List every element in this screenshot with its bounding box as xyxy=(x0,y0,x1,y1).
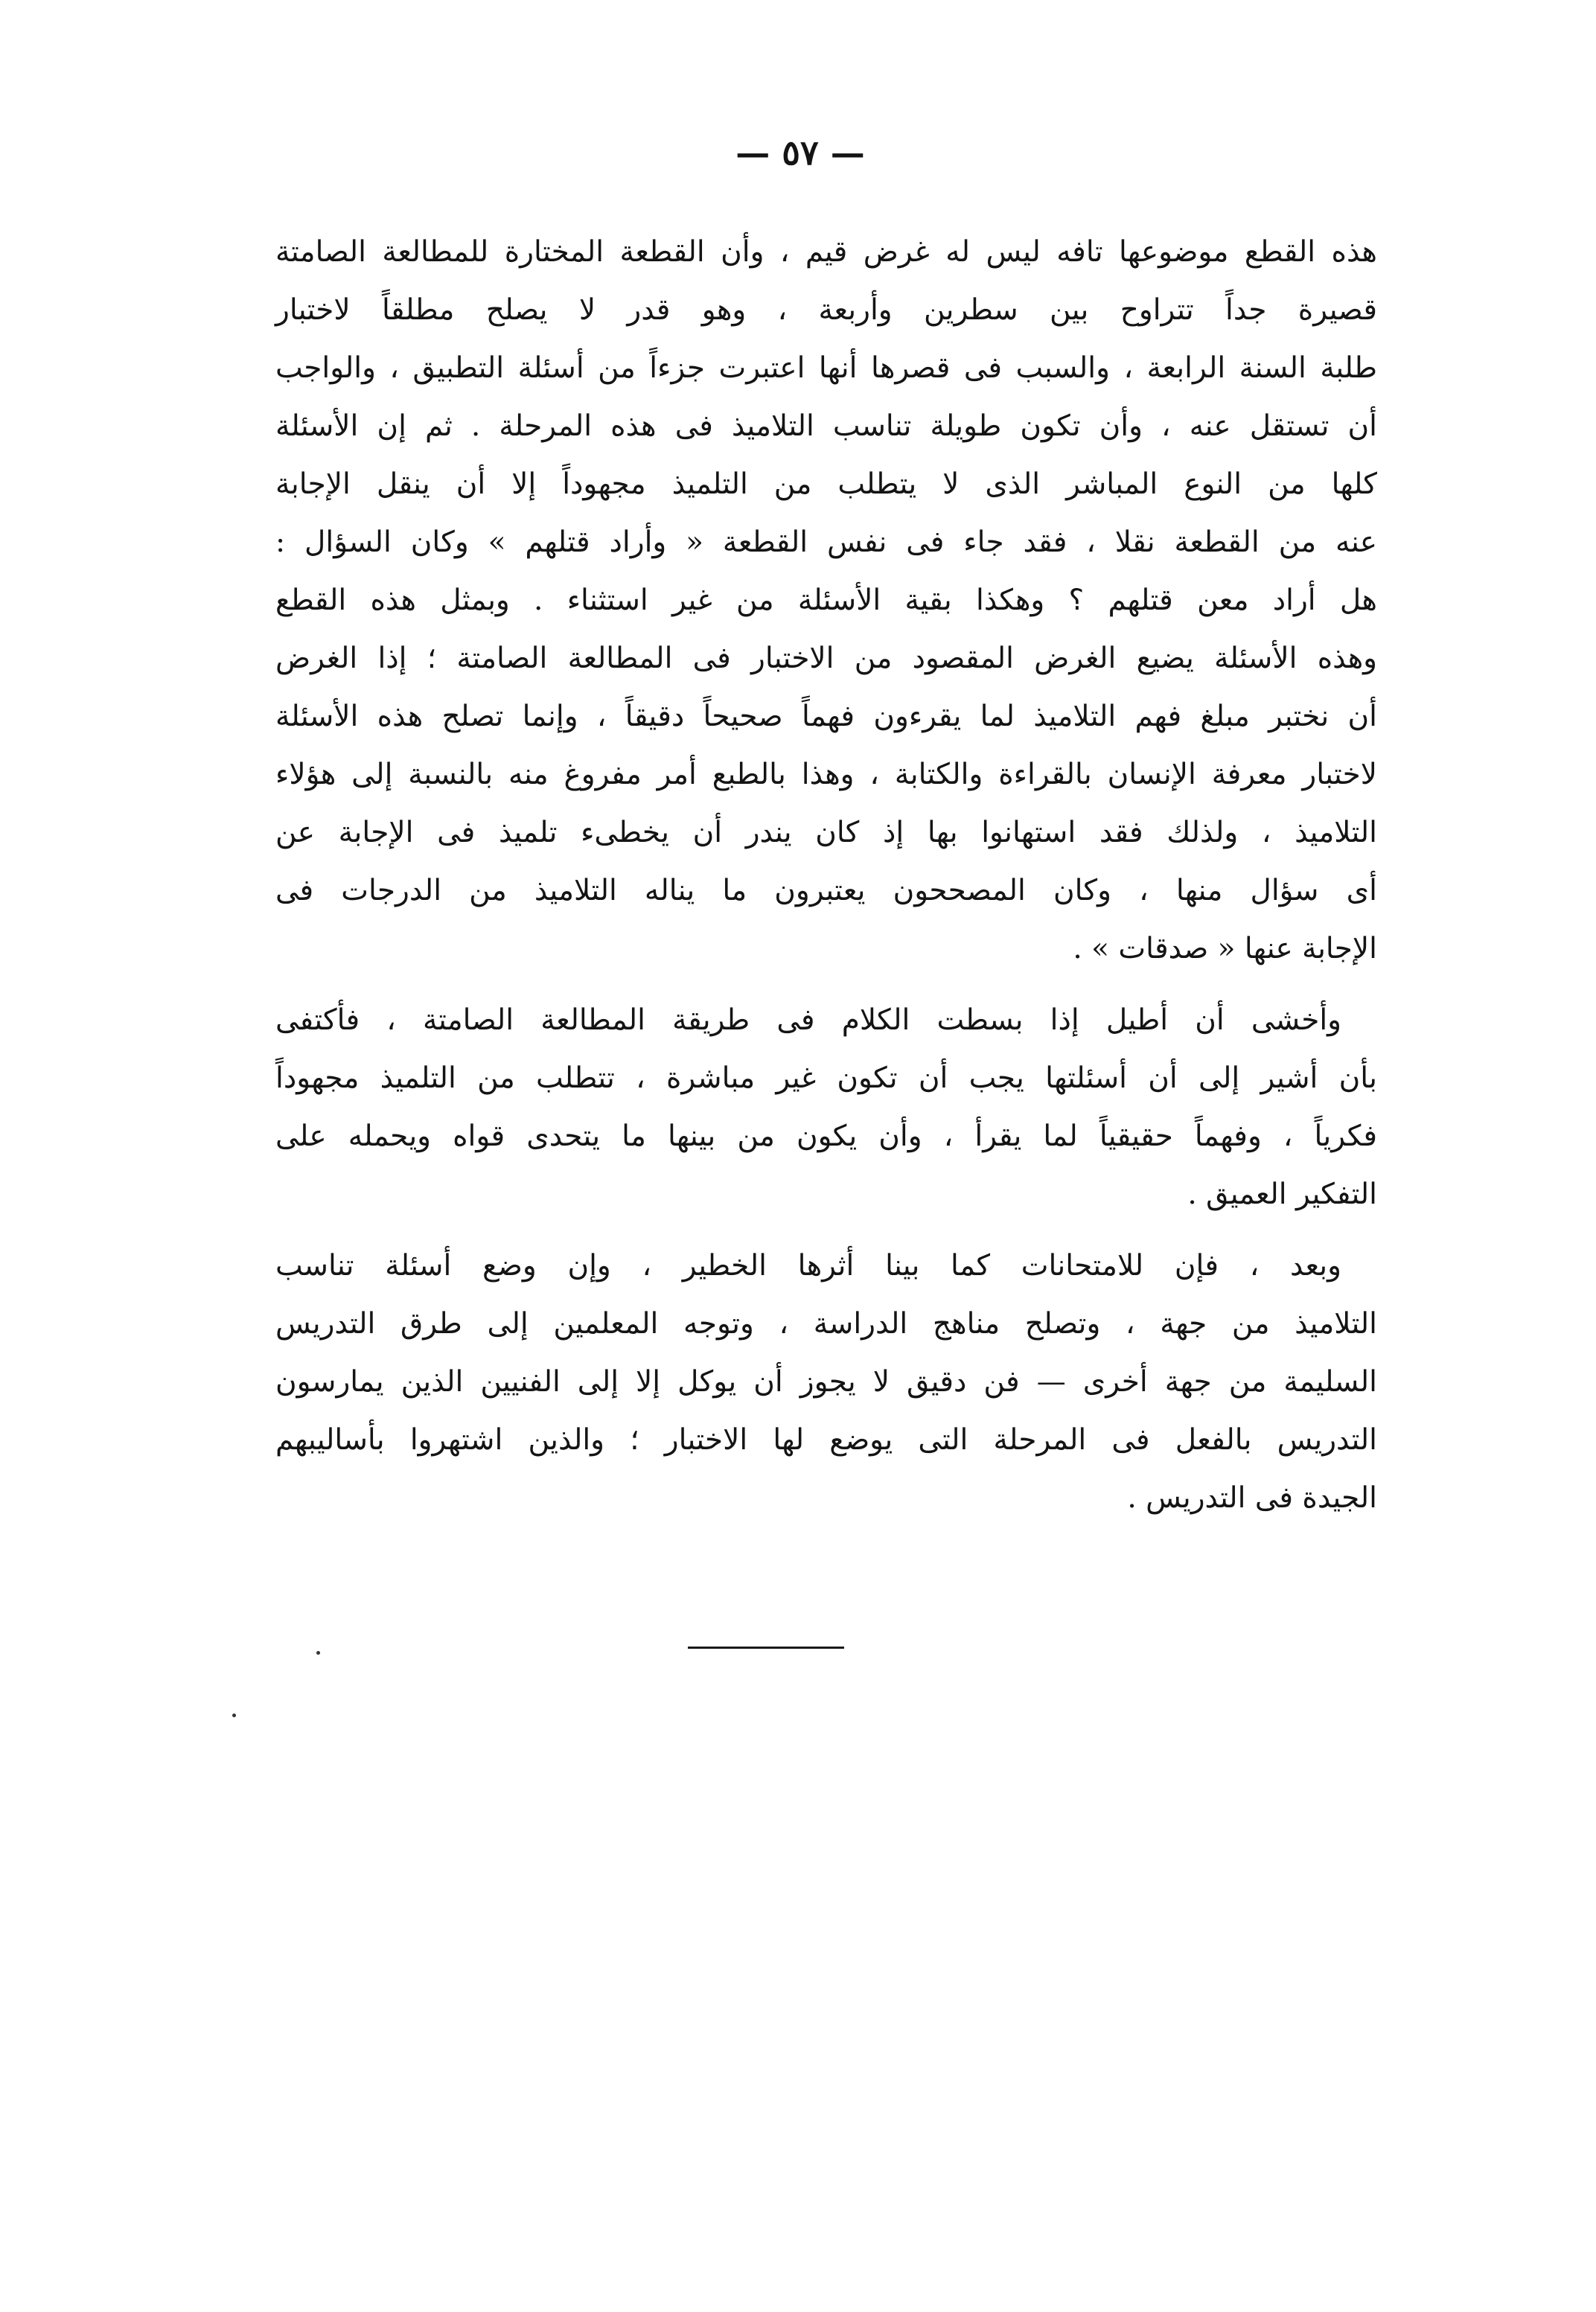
scan-speck xyxy=(232,1714,236,1717)
text-line: أى سؤال منها ، وكان المصححون يعتبرون ما يناله التلاميذ من الدرجات فى xyxy=(275,874,1377,907)
text-line: وبعد ، فإن للامتحانات كما بينا أثرها الخطير ، وإن وضع أسئلة تناسب xyxy=(275,1249,1341,1283)
scan-speck xyxy=(316,1651,320,1655)
text-line: لاختبار معرفة الإنسان بالقراءة والكتابة ، وهذا بالطبع أمر مفروغ منه بالنسبة إلى هؤلاء xyxy=(275,758,1377,791)
text-line: الإجابة عنها « صدقات » . xyxy=(1073,932,1377,965)
text-line: طلبة السنة الرابعة ، والسبب فى قصرها أنها اعتبرت جزءاً من أسئلة التطبيق ، والواجب xyxy=(275,351,1377,385)
paragraph-2 xyxy=(275,991,1377,1224)
body-text xyxy=(275,223,1377,1527)
text-line: التلاميذ ، ولذلك فقد استهانوا بها إذ كان يندر أن يخطىء تلميذ فى الإجابة عن xyxy=(275,816,1377,849)
text-line: هذه القطع موضوعها تافه ليس له غرض قيم ، وأن القطعة المختارة للمطالعة الصامتة xyxy=(275,235,1377,269)
end-rule xyxy=(688,1647,844,1649)
text-line: السليمة من جهة أخرى — فن دقيق لا يجوز أن يوكل إلا إلى الفنيين الذين يمارسون xyxy=(275,1365,1377,1399)
text-line: التفكير العميق . xyxy=(1187,1178,1377,1211)
text-line: هل أراد معن قتلهم ؟ وهكذا بقية الأسئلة من غير استثناء . وبمثل هذه القطع xyxy=(275,584,1377,617)
text-line: قصيرة جداً تتراوح بين سطرين وأربعة ، وهو قدر لا يصلح مطلقاً لاختبار xyxy=(275,293,1377,327)
text-line: وهذه الأسئلة يضيع الغرض المقصود من الاختبار فى المطالعة الصامتة ؛ إذا الغرض xyxy=(275,642,1377,675)
page-number: — ٥٧ — xyxy=(735,132,865,173)
paragraph-1 xyxy=(275,223,1377,978)
text-line: بأن أشير إلى أن أسئلتها يجب أن تكون غير مباشرة ، تتطلب من التلميذ مجهوداً xyxy=(275,1061,1377,1095)
text-line: التدريس بالفعل فى المرحلة التى يوضع لها الاختبار ؛ والذين اشتهروا بأساليبهم xyxy=(275,1423,1377,1457)
text-line: أن تستقل عنه ، وأن تكون طويلة تناسب التلاميذ فى هذه المرحلة . ثم إن الأسئلة xyxy=(275,409,1377,443)
text-line: كلها من النوع المباشر الذى لا يتطلب من التلميذ مجهوداً إلا أن ينقل الإجابة xyxy=(275,467,1377,501)
text-line: فكرياً ، وفهماً حقيقياً لما يقرأ ، وأن يكون من بينها ما يتحدى قواه ويحمله على xyxy=(275,1120,1377,1153)
paragraph-3 xyxy=(275,1237,1377,1527)
text-line: الجيدة فى التدريس . xyxy=(1127,1481,1377,1515)
text-line: التلاميذ من جهة ، وتصلح مناهج الدراسة ، وتوجه المعلمين إلى طرق التدريس xyxy=(275,1307,1377,1341)
text-line: وأخشى أن أطيل إذا بسطت الكلام فى طريقة المطالعة الصامتة ، فأكتفى xyxy=(275,1003,1341,1037)
text-line: أن نختبر مبلغ فهم التلاميذ لما يقرءون فهماً صحيحاً دقيقاً ، وإنما تصلح هذه الأسئلة xyxy=(275,700,1377,733)
text-line: عنه من القطعة نقلا ، فقد جاء فى نفس القطعة « وأراد قتلهم » وكان السؤال : xyxy=(275,526,1377,559)
